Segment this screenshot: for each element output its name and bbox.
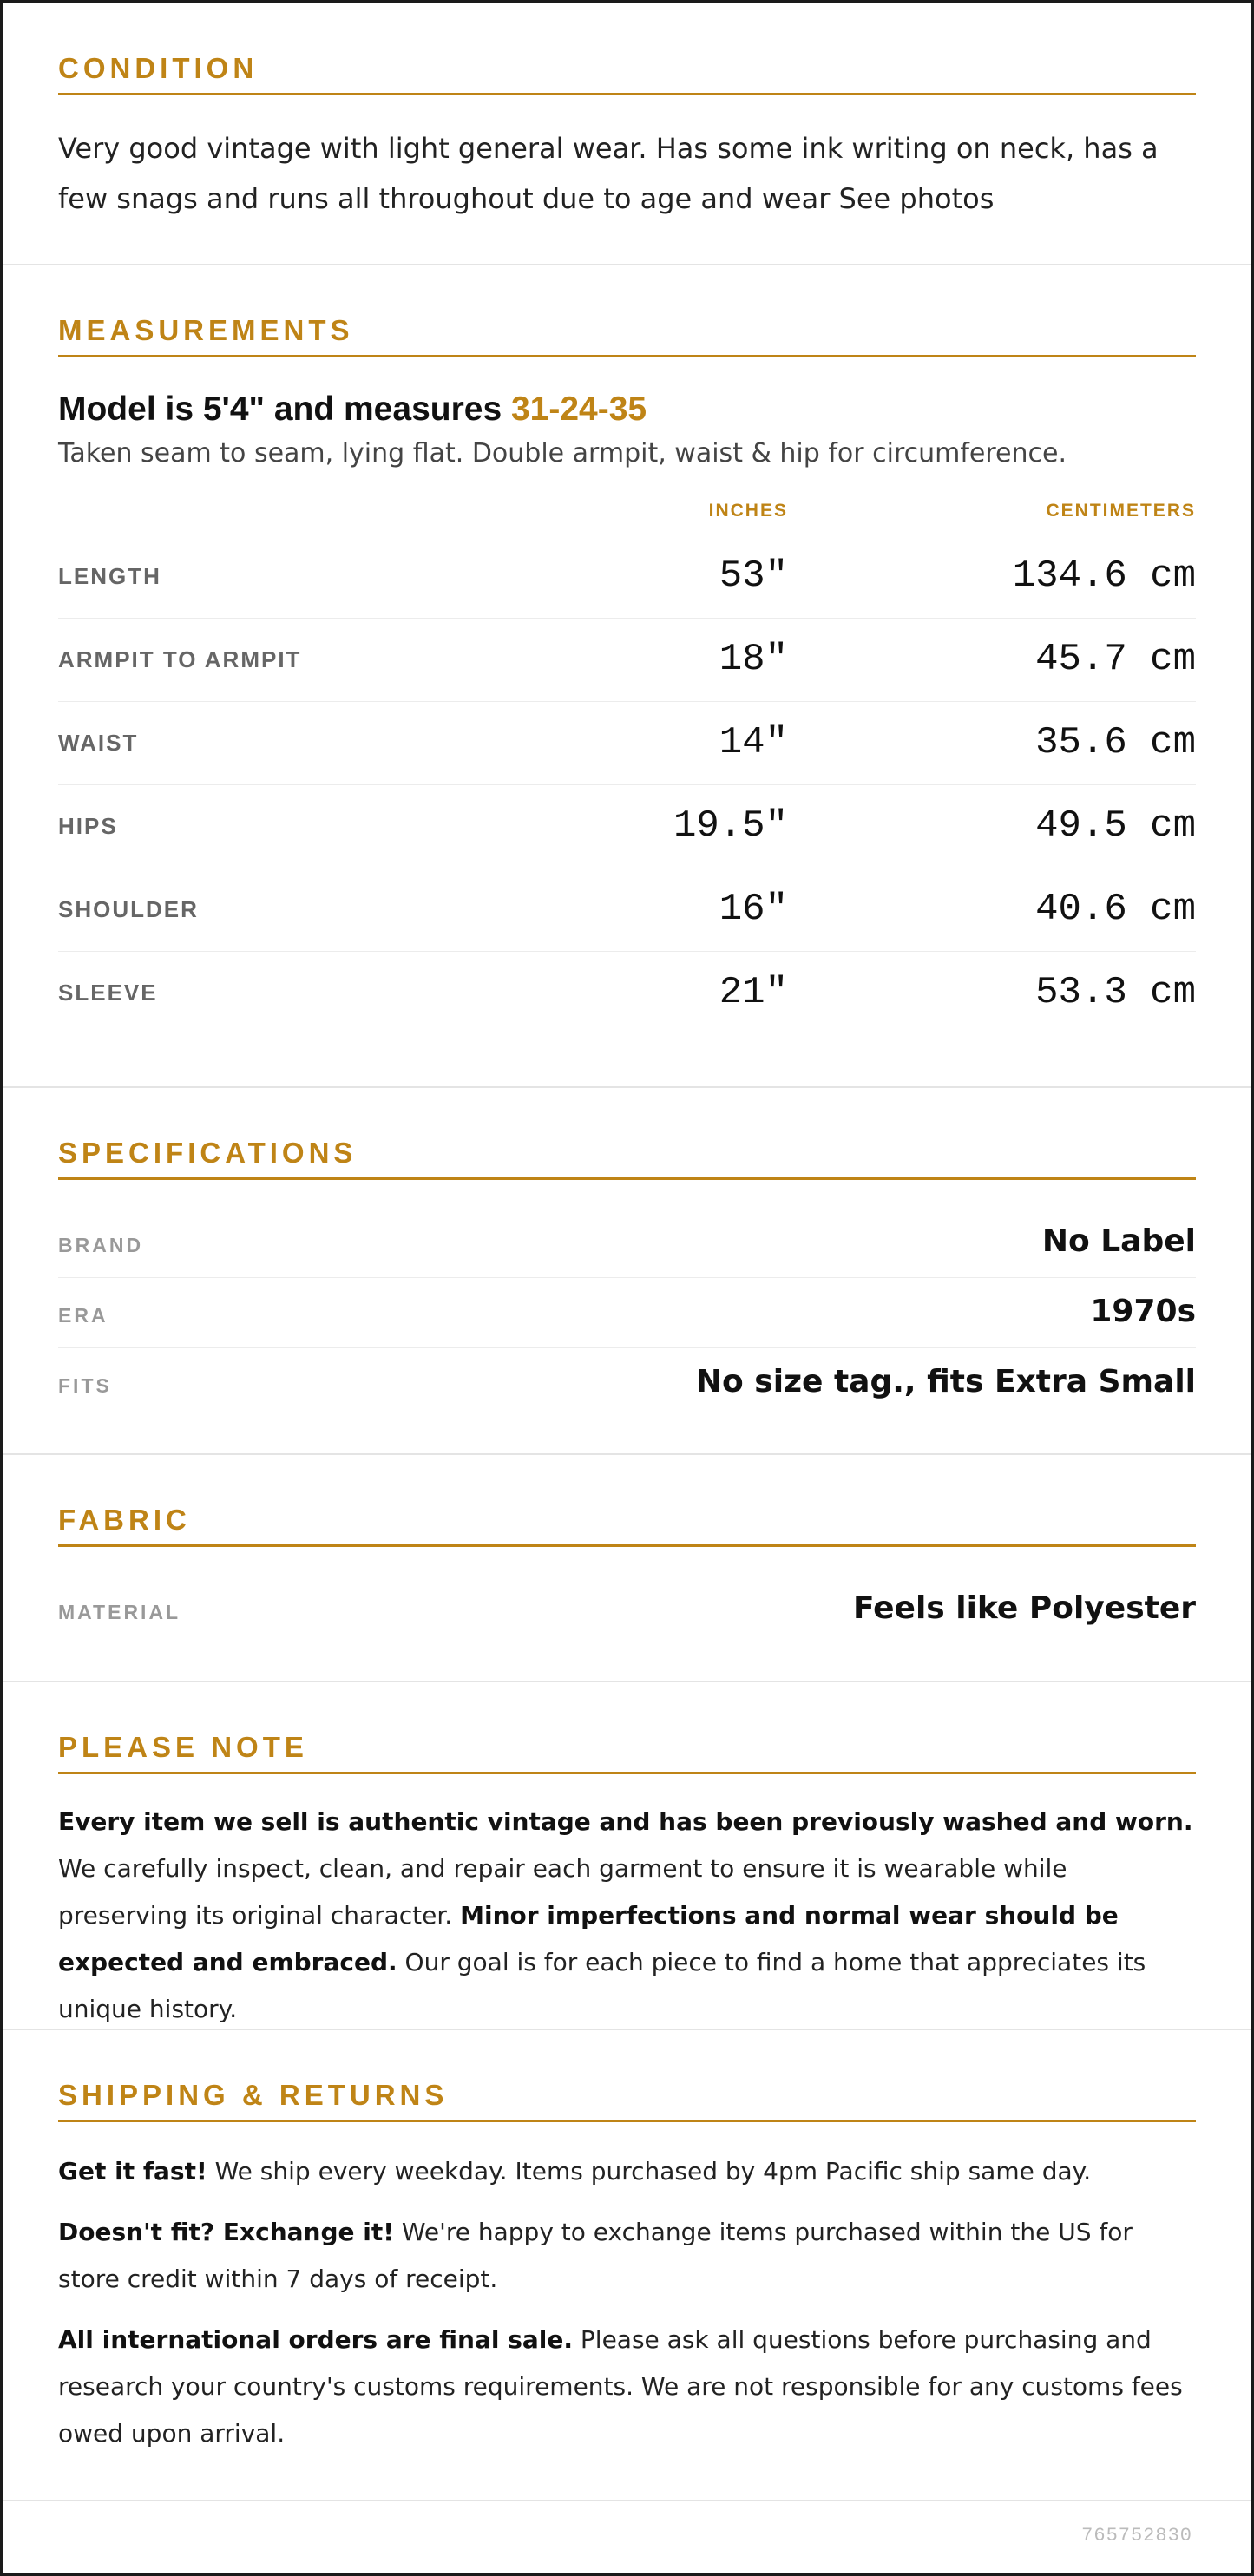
spec-label: MATERIAL (58, 1601, 181, 1623)
measurement-row (58, 535, 1196, 619)
measurement-inches: 18" (719, 638, 788, 681)
shipping-paragraph-3 (58, 2317, 1196, 2457)
model-measures-line (58, 392, 1196, 426)
shipping-bold-1: Get it fast! (58, 2157, 207, 2186)
measurement-label: LENGTH (58, 563, 161, 589)
measurement-cm: 49.5 cm (1035, 804, 1196, 848)
model-measures-value: 31-24-35 (510, 390, 647, 428)
measurement-method-note: Taken seam to seam, lying flat. Double armpit, waist & hip for circumference. (58, 438, 1067, 469)
fabric-section (3, 1455, 1251, 1682)
specifications-section (3, 1088, 1251, 1455)
spec-value: 1970s (1090, 1294, 1196, 1329)
condition-text: Very good vintage with light general wear. Has some ink writing on neck, has a few snags and runs all throughout due to age and wear See photos (58, 132, 1159, 215)
measurement-label: HIPS (58, 813, 118, 839)
measurement-rows (58, 535, 1196, 1034)
measurement-inches: 19.5" (673, 804, 788, 848)
spec-label: FITS (58, 1374, 112, 1397)
spec-row-era (58, 1278, 1196, 1348)
measurement-cm: 40.6 cm (1035, 888, 1196, 931)
shipping-bold-2: Doesn't fit? Exchange it! (58, 2218, 394, 2246)
measurement-inches: 53" (719, 554, 788, 598)
model-prefix: Model is 5'4" and measures (58, 390, 511, 428)
condition-section (3, 3, 1251, 265)
measurement-cm: 134.6 cm (1012, 554, 1196, 598)
shipping-bold-3: All international orders are final sale. (58, 2325, 574, 2354)
spec-value: No Label (1041, 1223, 1196, 1259)
measurement-column-headers (58, 501, 1196, 535)
fabric-rows (58, 1575, 1196, 1644)
measurement-cm: 53.3 cm (1035, 971, 1196, 1014)
shipping-title: SHIPPING & RETURNS (58, 2081, 1196, 2122)
specification-rows (58, 1208, 1196, 1418)
note-bold-1: Every item we sell is authentic vintage and has been previously washed and worn. (58, 1807, 1193, 1836)
measurement-label: ARMPIT TO ARMPIT (58, 646, 302, 672)
shipping-text-1: We ship every weekday. Items purchased by 4pm Pacific ship same day. (207, 2157, 1092, 2186)
shipping-paragraph-2 (58, 2209, 1196, 2303)
spec-row-brand (58, 1208, 1196, 1278)
note-text-1: We carefully inspect, clean, and repair each garment to ensure it is wearable while preserving its original character. (58, 1854, 1067, 1930)
inches-column-header: INCHES (708, 501, 788, 521)
spec-row-fits (58, 1348, 1196, 1418)
spec-label: BRAND (58, 1234, 144, 1256)
product-id: 765752830 (1081, 2525, 1192, 2547)
measurement-row (58, 785, 1196, 868)
condition-title: CONDITION (58, 54, 1196, 95)
measurement-row (58, 868, 1196, 952)
please-note-title: PLEASE NOTE (58, 1733, 1196, 1774)
measurements-title: MEASUREMENTS (58, 316, 1196, 357)
spec-label: ERA (58, 1304, 108, 1327)
measurement-row (58, 952, 1196, 1034)
measurement-cm: 45.7 cm (1035, 638, 1196, 681)
measurement-inches: 21" (719, 971, 788, 1014)
centimeters-column-header: CENTIMETERS (1046, 501, 1196, 521)
measurement-row (58, 702, 1196, 785)
measurements-section (3, 265, 1251, 1088)
shipping-text-2: We're happy to exchange items purchased within the US for store credit within 7 days of receipt. (58, 2218, 1133, 2293)
shipping-paragraph-1 (58, 2148, 1196, 2195)
measurement-inches: 14" (719, 721, 788, 764)
fabric-title: FABRIC (58, 1505, 1196, 1547)
shipping-returns-section (3, 2030, 1251, 2501)
measurement-label: WAIST (58, 730, 139, 756)
measurement-label: SLEEVE (58, 980, 158, 1006)
spec-value: No size tag., fits Extra Small (695, 1364, 1196, 1399)
measurement-cm: 35.6 cm (1035, 721, 1196, 764)
shipping-text-3: Please ask all questions before purchasing and research your country's customs requirements. We are not responsible for any customs fees owed upon arrival. (58, 2325, 1183, 2448)
note-bold-2: Minor imperfections and normal wear should be expected and embraced. (58, 1901, 1119, 1976)
measurement-inches: 16" (719, 888, 788, 931)
specifications-title: SPECIFICATIONS (58, 1138, 1196, 1180)
measurement-label: SHOULDER (58, 896, 199, 922)
please-note-section (3, 1682, 1251, 2030)
note-text-2: Our goal is for each piece to find a home that appreciates its unique history. (58, 1948, 1146, 2023)
spec-row-material (58, 1575, 1196, 1644)
please-note-text (58, 1799, 1196, 2033)
spec-value: Feels like Polyester (852, 1590, 1196, 1626)
measurement-row (58, 619, 1196, 702)
